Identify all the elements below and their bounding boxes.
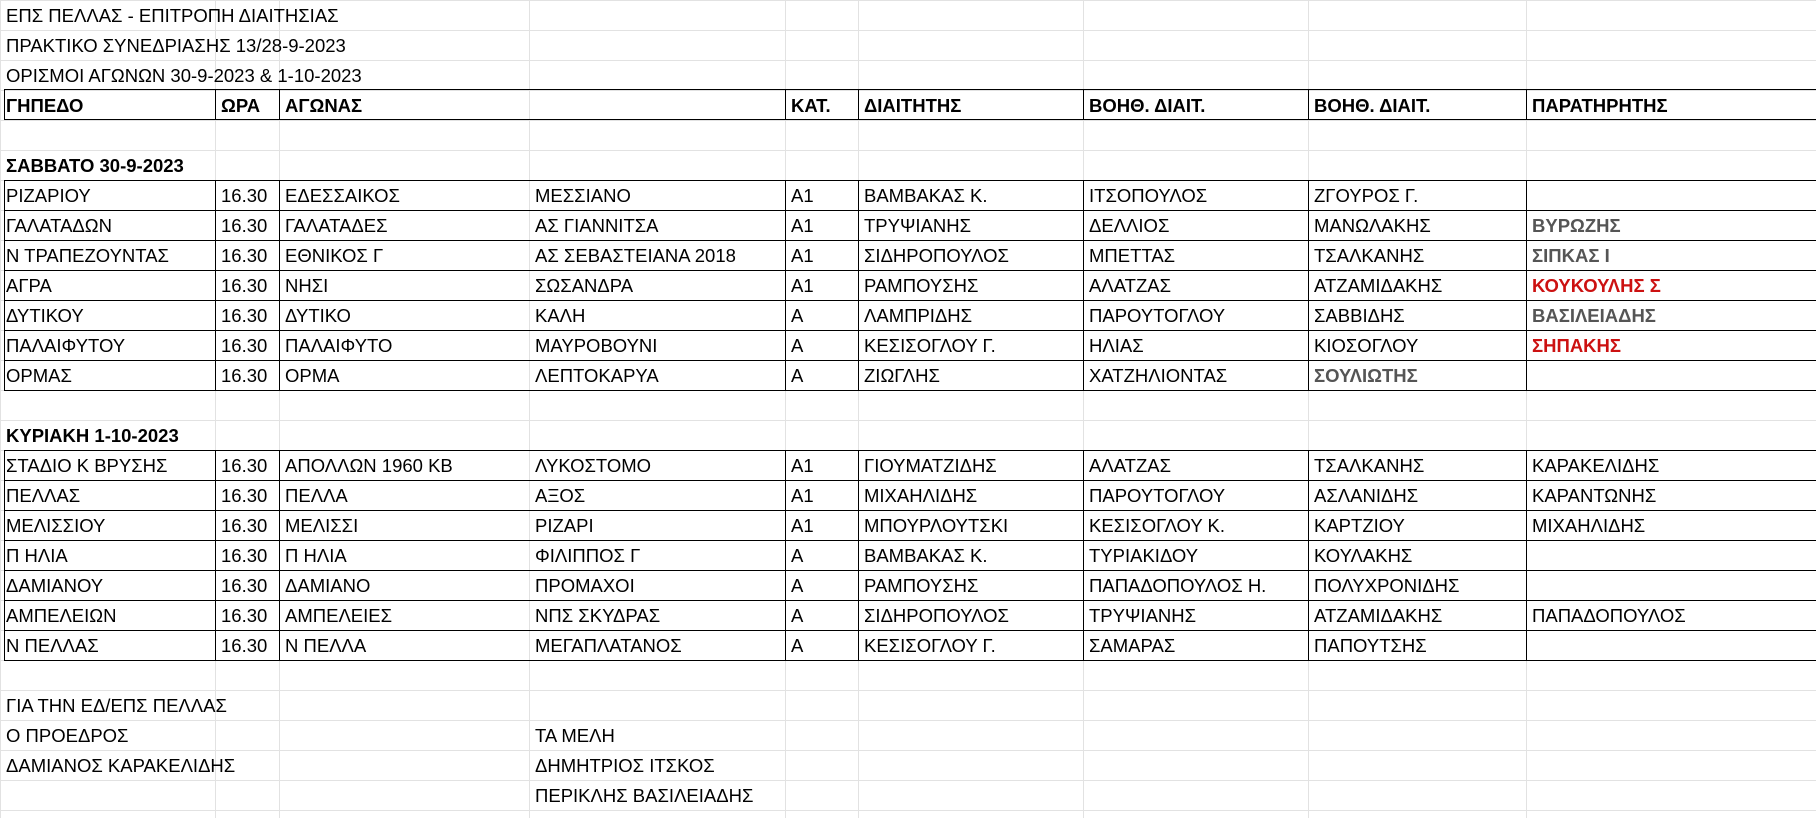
cell-as1[interactable]: ΑΛΑΤΖΑΣ — [1089, 455, 1172, 476]
cell-as2[interactable]: ΣΟΥΛΙΩΤΗΣ — [1314, 365, 1418, 386]
cell-as1[interactable]: ΠΑΠΑΔΟΠΟΥΛΟΣ Η. — [1089, 575, 1267, 596]
cell-venue[interactable]: ΔΥΤΙΚΟΥ — [6, 305, 84, 326]
border-line — [279, 89, 280, 120]
cell-as2[interactable]: ΤΣΑΛΚΑΝΗΣ — [1314, 455, 1425, 476]
cell-home[interactable]: ΝΗΣΙ — [285, 275, 329, 296]
member-1-name[interactable]: ΔΗΜΗΤΡΙΟΣ ΙΤΣΚΟΣ — [535, 755, 715, 776]
cell-as2[interactable]: ΜΑΝΩΛΑΚΗΣ — [1314, 215, 1431, 236]
cell-cat[interactable]: Α — [791, 335, 804, 356]
border-line — [4, 360, 1816, 361]
border-line — [4, 89, 1816, 90]
cell-venue[interactable]: ΔΑΜΙΑΝΟΥ — [6, 575, 104, 596]
header-observer[interactable]: ΠΑΡΑΤΗΡΗΤΗΣ — [1532, 95, 1668, 116]
border-line — [785, 450, 786, 660]
cell-time[interactable]: 16.30 — [221, 605, 268, 626]
members-label[interactable]: ΤΑ ΜΕΛΗ — [535, 725, 615, 746]
cell-ref[interactable]: ΜΠΟΥΡΛΟΥΤΣΚΙ — [864, 515, 1009, 536]
cell-time[interactable]: 16.30 — [221, 545, 268, 566]
cell-ref[interactable]: ΡΑΜΠΟΥΣΗΣ — [864, 575, 979, 596]
cell-as2[interactable]: ΑΤΖΑΜΙΔΑΚΗΣ — [1314, 605, 1443, 626]
cell-obs[interactable]: ΚΟΥΚΟΥΛΗΣ Σ — [1532, 275, 1661, 296]
col-gridline — [1308, 0, 1309, 818]
cell-cat[interactable]: Α — [791, 605, 804, 626]
cell-obs[interactable]: ΒΑΣΙΛΕΙΑΔΗΣ — [1532, 305, 1656, 326]
cell-away[interactable]: ΦΙΛΙΠΠΟΣ Γ — [535, 545, 641, 566]
cell-away[interactable]: ΝΠΣ ΣΚΥΔΡΑΣ — [535, 605, 661, 626]
header-referee[interactable]: ΔΙΑΙΤΗΤΗΣ — [864, 95, 962, 116]
border-line — [4, 210, 1816, 211]
border-line — [4, 300, 1816, 301]
cell-time[interactable]: 16.30 — [221, 365, 268, 386]
cell-ref[interactable]: ΒΑΜΒΑΚΑΣ Κ. — [864, 185, 988, 206]
border-line — [4, 270, 1816, 271]
cell-obs[interactable]: ΠΑΠΑΔΟΠΟΥΛΟΣ — [1532, 605, 1686, 626]
cell-ref[interactable]: ΛΑΜΠΡΙΔΗΣ — [864, 305, 973, 326]
cell-ref[interactable]: ΚΕΣΙΣΟΓΛΟΥ Γ. — [864, 335, 996, 356]
border-line — [858, 89, 859, 120]
border-line — [4, 510, 1816, 511]
border-line — [279, 180, 280, 390]
cell-away[interactable]: ΜΕΓΑΠΛΑΤΑΝΟΣ — [535, 635, 682, 656]
cell-home[interactable]: Π ΗΛΙΑ — [285, 545, 347, 566]
cell-obs[interactable]: ΚΑΡΑΚΕΛΙΔΗΣ — [1532, 455, 1660, 476]
cell-as2[interactable]: ΚΙΟΣΟΓΛΟΥ — [1314, 335, 1419, 356]
cell-time[interactable]: 16.30 — [221, 635, 268, 656]
cell-as2[interactable]: ΠΑΠΟΥΤΣΗΣ — [1314, 635, 1427, 656]
cell-cat[interactable]: Α — [791, 635, 804, 656]
border-line — [4, 570, 1816, 571]
cell-venue[interactable]: ΟΡΜΑΣ — [6, 365, 72, 386]
cell-away[interactable]: ΛΕΠΤΟΚΑΡΥΑ — [535, 365, 659, 386]
cell-obs[interactable]: ΣΙΠΚΑΣ Ι — [1532, 245, 1610, 266]
cell-home[interactable]: ΜΕΛΙΣΣΙ — [285, 515, 359, 536]
cell-cat[interactable]: Α — [791, 365, 804, 386]
cell-as1[interactable]: ΗΛΙΑΣ — [1089, 335, 1144, 356]
cell-ref[interactable]: ΜΙΧΑΗΛΙΔΗΣ — [864, 485, 978, 506]
cell-cat[interactable]: Α — [791, 575, 804, 596]
cell-cat[interactable]: Α1 — [791, 455, 814, 476]
cell-time[interactable]: 16.30 — [221, 245, 268, 266]
cell-home[interactable]: ΕΘΝΙΚΟΣ Γ — [285, 245, 384, 266]
cell-home[interactable]: ΟΡΜΑ — [285, 365, 340, 386]
border-line — [4, 540, 1816, 541]
cell-as2[interactable]: ΑΤΖΑΜΙΔΑΚΗΣ — [1314, 275, 1443, 296]
cell-away[interactable]: ΣΩΣΑΝΔΡΑ — [535, 275, 634, 296]
border-line — [858, 450, 859, 660]
cell-ref[interactable]: ΖΙΩΓΛΗΣ — [864, 365, 940, 386]
cell-venue[interactable]: ΑΓΡΑ — [6, 275, 52, 296]
cell-as1[interactable]: ΜΠΕΤΤΑΣ — [1089, 245, 1176, 266]
cell-cat[interactable]: Α1 — [791, 245, 814, 266]
cell-cat[interactable]: Α1 — [791, 185, 814, 206]
day-label-saturday[interactable]: ΣΑΒΒΑΤΟ 30-9-2023 — [6, 155, 184, 176]
cell-home[interactable]: ΓΑΛΑΤΑΔΕΣ — [285, 215, 388, 236]
cell-as1[interactable]: ΚΕΣΙΣΟΓΛΟΥ Κ. — [1089, 515, 1225, 536]
cell-time[interactable]: 16.30 — [221, 275, 268, 296]
border-line — [1083, 89, 1084, 120]
cell-venue[interactable]: Ν ΤΡΑΠΕΖΟΥΝΤΑΣ — [6, 245, 169, 266]
cell-obs[interactable]: ΣΗΠΑΚΗΣ — [1532, 335, 1622, 356]
border-line — [785, 89, 786, 120]
cell-time[interactable]: 16.30 — [221, 185, 268, 206]
col-gridline — [279, 0, 280, 818]
border-line — [1526, 89, 1527, 120]
border-line — [279, 450, 280, 660]
cell-as2[interactable]: ΣΑΒΒΙΔΗΣ — [1314, 305, 1405, 326]
cell-cat[interactable]: Α — [791, 545, 804, 566]
cell-venue[interactable]: ΜΕΛΙΣΣΙΟΥ — [6, 515, 106, 536]
col-gridline — [529, 0, 530, 818]
cell-venue[interactable]: ΠΕΛΛΑΣ — [6, 485, 81, 506]
border-line — [4, 600, 1816, 601]
cell-ref[interactable]: ΣΙΔΗΡΟΠΟΥΛΟΣ — [864, 245, 1009, 266]
cell-as1[interactable]: ΤΡΥΨΙΑΝΗΣ — [1089, 605, 1197, 626]
border-line — [215, 450, 216, 660]
cell-venue[interactable]: Π ΗΛΙΑ — [6, 545, 68, 566]
cell-venue[interactable]: ΓΑΛΑΤΑΔΩΝ — [6, 215, 112, 236]
cell-obs[interactable]: ΒΥΡΩΖΗΣ — [1532, 215, 1621, 236]
day-label-sunday[interactable]: ΚΥΡΙΑΚΗ 1-10-2023 — [6, 425, 179, 446]
border-line — [1308, 180, 1309, 390]
president-name[interactable]: ΔΑΜΙΑΝΟΣ ΚΑΡΑΚΕΛΙΔΗΣ — [6, 755, 236, 776]
cell-ref[interactable]: ΡΑΜΠΟΥΣΗΣ — [864, 275, 979, 296]
cell-away[interactable]: ΡΙΖΑΡΙ — [535, 515, 594, 536]
cell-venue[interactable]: ΣΤΑΔΙΟ Κ ΒΡΥΣΗΣ — [6, 455, 168, 476]
col-gridline — [1083, 0, 1084, 818]
sheet-title[interactable]: ΕΠΣ ΠΕΛΛΑΣ - ΕΠΙΤΡΟΠΗ ΔΙΑΙΤΗΣΙΑΣ — [6, 5, 339, 26]
cell-as1[interactable]: ΔΕΛΛΙΟΣ — [1089, 215, 1170, 236]
border-line — [1308, 450, 1309, 660]
header-time[interactable]: ΩΡΑ — [221, 95, 261, 116]
border-line — [4, 89, 5, 120]
cell-as2[interactable]: ΚΑΡΤΖΙΟΥ — [1314, 515, 1405, 536]
cell-home[interactable]: ΑΜΠΕΛΕΙΕΣ — [285, 605, 393, 626]
cell-time[interactable]: 16.30 — [221, 335, 268, 356]
cell-home[interactable]: ΑΠΟΛΛΩΝ 1960 ΚΒ — [285, 455, 453, 476]
border-line — [4, 240, 1816, 241]
col-gridline — [1526, 0, 1527, 818]
cell-obs[interactable]: ΜΙΧΑΗΛΙΔΗΣ — [1532, 515, 1646, 536]
border-line — [4, 180, 5, 390]
border-line — [4, 450, 5, 660]
cell-cat[interactable]: Α1 — [791, 515, 814, 536]
cell-cat[interactable]: Α1 — [791, 275, 814, 296]
cell-ref[interactable]: ΒΑΜΒΑΚΑΣ Κ. — [864, 545, 988, 566]
cell-home[interactable]: ΔΑΜΙΑΝΟ — [285, 575, 371, 596]
cell-as2[interactable]: ΖΓΟΥΡΟΣ Γ. — [1314, 185, 1419, 206]
border-line — [4, 660, 1816, 661]
cell-time[interactable]: 16.30 — [221, 485, 268, 506]
cell-away[interactable]: ΜΕΣΣΙΑΝΟ — [535, 185, 631, 206]
cell-as2[interactable]: ΑΣΛΑΝΙΔΗΣ — [1314, 485, 1419, 506]
cell-venue[interactable]: ΑΜΠΕΛΕΙΩΝ — [6, 605, 117, 626]
cell-away[interactable]: ΛΥΚΟΣΤΟΜΟ — [535, 455, 652, 476]
cell-as1[interactable]: ΧΑΤΖΗΛΙΟΝΤΑΣ — [1089, 365, 1228, 386]
cell-home[interactable]: ΠΕΛΛΑ — [285, 485, 348, 506]
border-line — [1083, 180, 1084, 390]
border-line — [1083, 450, 1084, 660]
border-line — [4, 480, 1816, 481]
col-gridline — [858, 0, 859, 818]
cell-time[interactable]: 16.30 — [221, 455, 268, 476]
cell-as1[interactable]: ΣΑΜΑΡΑΣ — [1089, 635, 1176, 656]
cell-time[interactable]: 16.30 — [221, 515, 268, 536]
border-line — [1526, 450, 1527, 660]
border-line — [4, 180, 1816, 181]
cell-as1[interactable]: ΑΛΑΤΖΑΣ — [1089, 275, 1172, 296]
border-line — [215, 180, 216, 390]
cell-time[interactable]: 16.30 — [221, 575, 268, 596]
header-assistant-1[interactable]: ΒΟΗΘ. ΔΙΑΙΤ. — [1089, 95, 1206, 116]
cell-home[interactable]: ΕΔΕΣΣΑΙΚΟΣ — [285, 185, 400, 206]
cell-cat[interactable]: Α1 — [791, 215, 814, 236]
cell-ref[interactable]: ΤΡΥΨΙΑΝΗΣ — [864, 215, 972, 236]
footer-for-label[interactable]: ΓΙΑ ΤΗΝ ΕΔ/ΕΠΣ ΠΕΛΛΑΣ — [6, 695, 227, 716]
header-venue[interactable]: ΓΗΠΕΔΟ — [6, 95, 84, 116]
cell-cat[interactable]: Α1 — [791, 485, 814, 506]
cell-as1[interactable]: ΠΑΡΟΥΤΟΓΛΟΥ — [1089, 485, 1226, 506]
cell-ref[interactable]: ΓΙΟΥΜΑΤΖΙΔΗΣ — [864, 455, 997, 476]
cell-as1[interactable]: ΤΥΡΙΑΚΙΔΟΥ — [1089, 545, 1199, 566]
border-line — [4, 630, 1816, 631]
border-line — [4, 390, 1816, 391]
president-label[interactable]: Ο ΠΡΟΕΔΡΟΣ — [6, 725, 129, 746]
cell-home[interactable]: Ν ΠΕΛΛΑ — [285, 635, 367, 656]
session-title[interactable]: ΠΡΑΚΤΙΚΟ ΣΥΝΕΔΡΙΑΣΗΣ 13/28-9-2023 — [6, 35, 346, 56]
cell-home[interactable]: ΠΑΛΑΙΦΥΤΟ — [285, 335, 393, 356]
border-line — [1308, 89, 1309, 120]
cell-as2[interactable]: ΤΣΑΛΚΑΝΗΣ — [1314, 245, 1425, 266]
cell-cat[interactable]: Α — [791, 305, 804, 326]
cell-away[interactable]: ΑΣ ΣΕΒΑΣΤΕΙΑΝΑ 2018 — [535, 245, 736, 266]
cell-venue[interactable]: ΡΙΖΑΡΙΟΥ — [6, 185, 91, 206]
cell-away[interactable]: ΜΑΥΡΟΒΟΥΝΙ — [535, 335, 658, 356]
border-line — [4, 450, 1816, 451]
assignments-title[interactable]: ΟΡΙΣΜΟΙ ΑΓΩΝΩΝ 30-9-2023 & 1-10-2023 — [6, 65, 362, 86]
cell-away[interactable]: ΚΑΛΗ — [535, 305, 586, 326]
border-line — [215, 89, 216, 120]
cell-away[interactable]: ΑΣ ΓΙΑΝΝΙΤΣΑ — [535, 215, 659, 236]
cell-time[interactable]: 16.30 — [221, 215, 268, 236]
cell-away[interactable]: ΠΡΟΜΑΧΟΙ — [535, 575, 635, 596]
border-line — [4, 330, 1816, 331]
border-line — [858, 180, 859, 390]
cell-venue[interactable]: ΠΑΛΑΙΦΥΤΟΥ — [6, 335, 126, 356]
border-line — [1526, 180, 1527, 390]
cell-as1[interactable]: ΠΑΡΟΥΤΟΓΛΟΥ — [1089, 305, 1226, 326]
cell-obs[interactable]: ΚΑΡΑΝΤΩΝΗΣ — [1532, 485, 1657, 506]
cell-as2[interactable]: ΠΟΛΥΧΡΟΝΙΔΗΣ — [1314, 575, 1460, 596]
cell-as2[interactable]: ΚΟΥΛΑΚΗΣ — [1314, 545, 1413, 566]
member-2-name[interactable]: ΠΕΡΙΚΛΗΣ ΒΑΣΙΛΕΙΑΔΗΣ — [535, 785, 754, 806]
header-category[interactable]: ΚΑΤ. — [791, 95, 831, 116]
cell-as1[interactable]: ΙΤΣΟΠΟΥΛΟΣ — [1089, 185, 1208, 206]
cell-venue[interactable]: Ν ΠΕΛΛΑΣ — [6, 635, 99, 656]
cell-ref[interactable]: ΚΕΣΙΣΟΓΛΟΥ Γ. — [864, 635, 996, 656]
col-gridline — [785, 0, 786, 818]
cell-ref[interactable]: ΣΙΔΗΡΟΠΟΥΛΟΣ — [864, 605, 1009, 626]
cell-away[interactable]: ΑΞΟΣ — [535, 485, 586, 506]
cell-time[interactable]: 16.30 — [221, 305, 268, 326]
header-assistant-2[interactable]: ΒΟΗΘ. ΔΙΑΙΤ. — [1314, 95, 1431, 116]
border-line — [785, 180, 786, 390]
header-match[interactable]: ΑΓΩΝΑΣ — [285, 95, 363, 116]
border-line — [4, 119, 1816, 120]
cell-home[interactable]: ΔΥΤΙΚΟ — [285, 305, 351, 326]
